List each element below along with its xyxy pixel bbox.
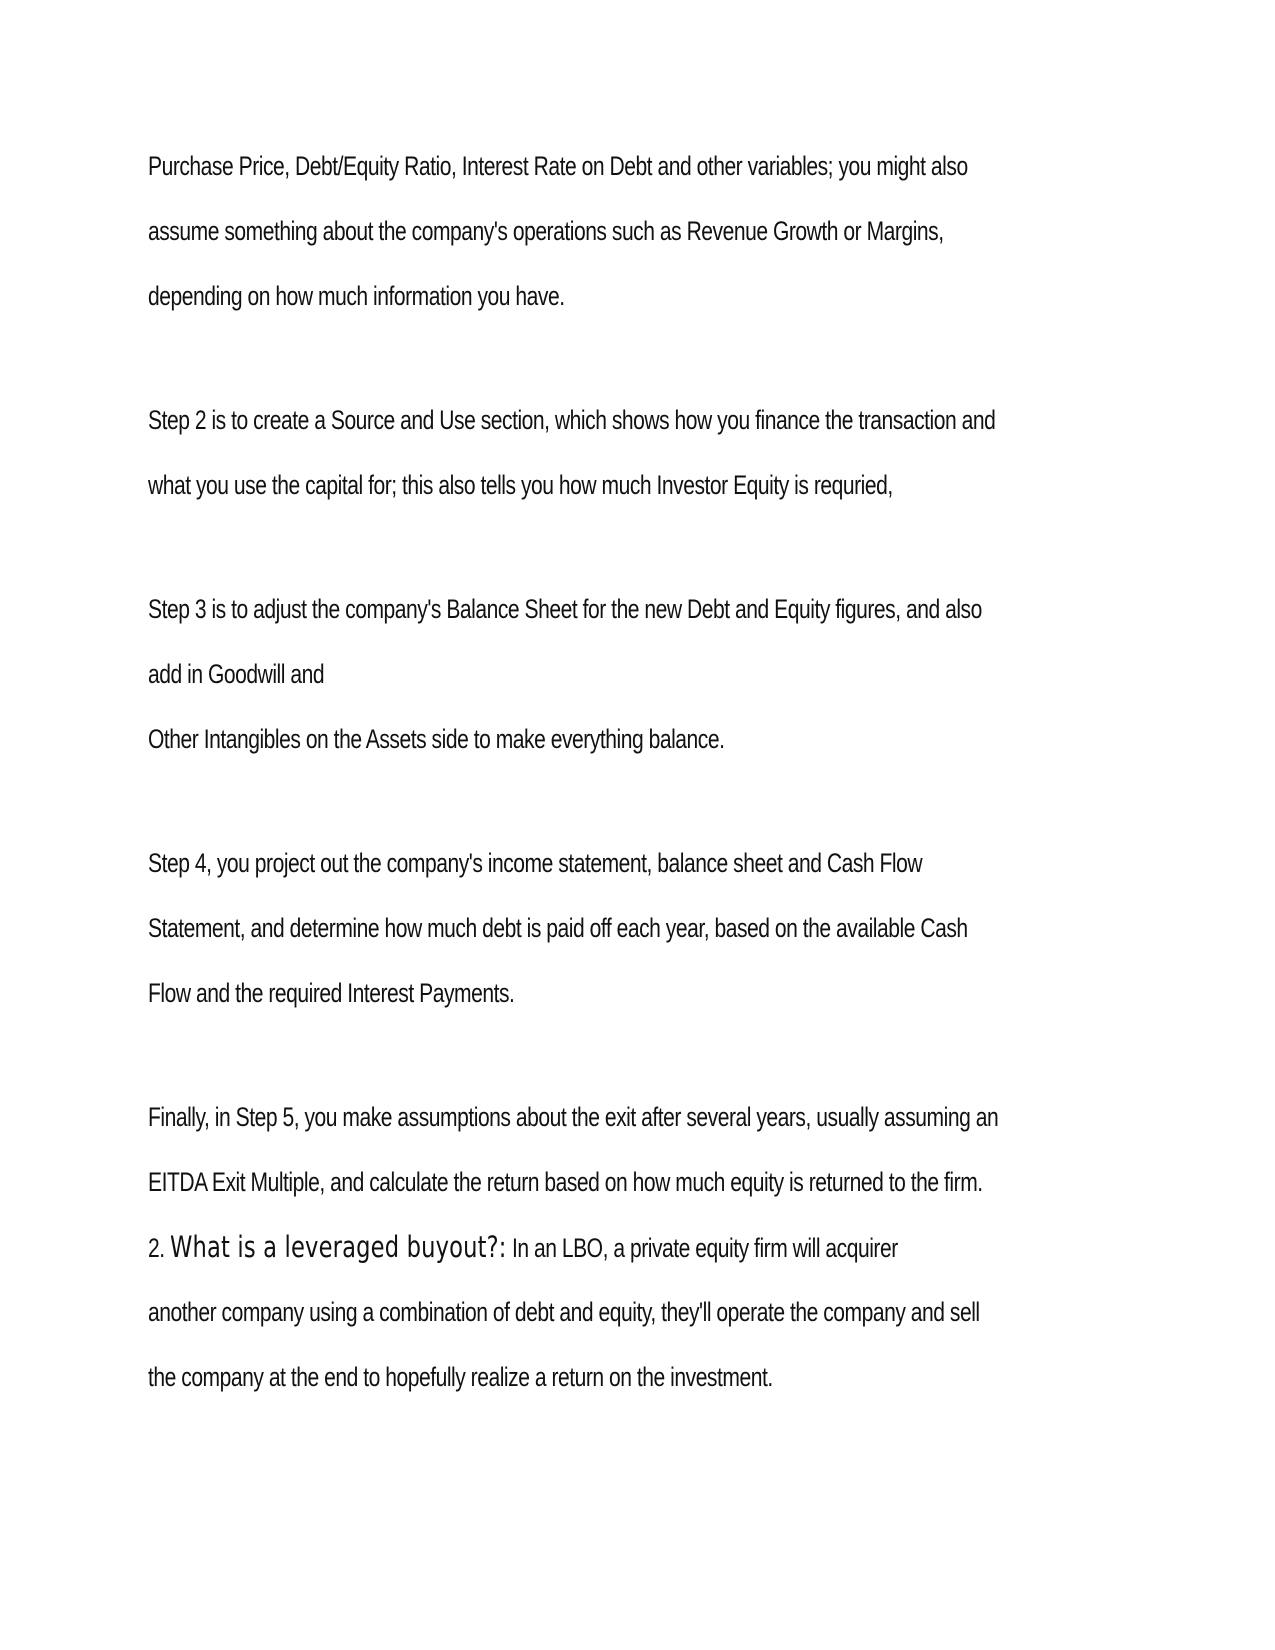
paragraph-2-line-1: Step 2 is to create a Source and Use section, which shows how you finance the transaction and: [148, 405, 996, 435]
question-2-line-2: another company using a combination of debt and equity, they'll operate the company and sell: [148, 1297, 980, 1327]
paragraph-2-line-2: what you use the capital for; this also tells you how much Investor Equity is requried,: [148, 470, 893, 500]
paragraph-3-line-3: Other Intangibles on the Assets side to make everything balance.: [148, 724, 725, 754]
paragraph-5-line-1: Finally, in Step 5, you make assumptions about the exit after several years, usually assuming an: [148, 1102, 999, 1132]
question-2-line-1: [148, 1230, 912, 1265]
question-2-heading: What is a leveraged buyout?:: [170, 1230, 507, 1264]
question-2-line-3: the company at the end to hopefully realize a return on the investment.: [148, 1362, 773, 1392]
paragraph-1-line-3: depending on how much information you have.: [148, 281, 565, 311]
paragraph-4-line-2: Statement, and determine how much debt is paid off each year, based on the available Cash: [148, 913, 968, 943]
question-2-number: 2.: [148, 1233, 165, 1263]
paragraph-1-line-1: Purchase Price, Debt/Equity Ratio, Interest Rate on Debt and other variables; you might also: [148, 151, 968, 181]
paragraph-4-line-3: Flow and the required Interest Payments.: [148, 978, 515, 1008]
paragraph-1-line-2: assume something about the company's operations such as Revenue Growth or Margins,: [148, 216, 944, 246]
question-2-first-line-text: In an LBO, a private equity firm will acquirer: [511, 1233, 898, 1263]
paragraph-3-line-1: Step 3 is to adjust the company's Balance Sheet for the new Debt and Equity figures, and also: [148, 594, 982, 624]
paragraph-5-line-2: EITDA Exit Multiple, and calculate the return based on how much equity is returned to the firm.: [148, 1167, 983, 1197]
paragraph-3-line-2: add in Goodwill and: [148, 659, 325, 689]
paragraph-4-line-1: Step 4, you project out the company's income statement, balance sheet and Cash Flow: [148, 848, 923, 878]
